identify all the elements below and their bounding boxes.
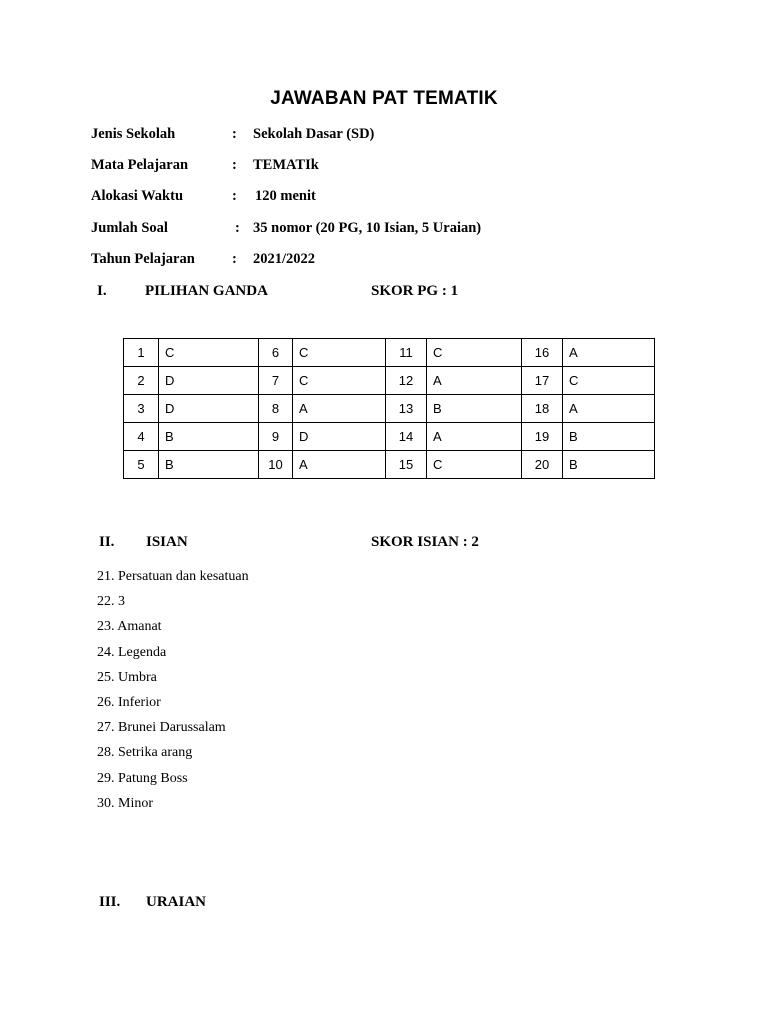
question-number: 17 [522,367,563,395]
question-number: 11 [386,339,427,367]
question-number: 15 [386,451,427,479]
question-number: 20 [522,451,563,479]
list-item: 21. Persatuan dan kesatuan [97,569,249,584]
question-number: 10 [259,451,293,479]
info-value: Sekolah Dasar (SD) [253,126,375,142]
table-row [124,367,655,395]
section-pg-score: SKOR PG : 1 [371,283,459,299]
section-uraian-numeral: III. [99,894,121,910]
info-label: Tahun Pelajaran [91,251,195,267]
info-value: TEMATIk [253,157,319,173]
info-label: Jumlah Soal [91,220,168,236]
list-item: 23. Amanat [97,619,162,635]
question-number: 4 [124,423,159,451]
answer-cell: B [563,451,655,479]
info-label: Jenis Sekolah [91,126,176,142]
answer-cell: B [159,423,259,451]
info-colon: : [232,157,237,173]
question-number: 5 [124,451,159,479]
question-number: 19 [522,423,563,451]
answer-cell: A [427,423,522,451]
question-number: 12 [386,367,427,395]
info-colon: : [232,188,237,204]
table-row [124,395,655,423]
info-colon: : [235,220,240,236]
list-item: 25. Umbra [97,669,157,685]
answer-cell: C [293,367,386,395]
table-row [124,451,655,479]
answer-cell: B [159,451,259,479]
info-value: 2021/2022 [253,251,316,267]
section-isian-score: SKOR ISIAN : 2 [371,534,479,550]
question-number: 2 [124,367,159,395]
answer-cell: A [563,339,655,367]
info-colon: : [232,251,237,267]
info-colon: : [232,126,237,142]
answer-cell: B [563,423,655,451]
section-pg-title: PILIHAN GANDA [145,283,268,299]
page-title: JAWABAN PAT TEMATIK [270,88,498,109]
answer-cell: C [427,451,522,479]
section-isian-numeral: II. [99,534,115,550]
question-number: 1 [124,339,159,367]
answer-cell: D [293,423,386,451]
answer-cell: A [563,395,655,423]
info-label: Mata Pelajaran [91,157,189,173]
pg-answer-table [123,338,655,479]
answer-cell: A [293,451,386,479]
isian-answer-list [97,566,249,818]
question-number: 9 [259,423,293,451]
question-number: 3 [124,395,159,423]
answer-cell: A [427,367,522,395]
section-pg-numeral: I. [97,283,107,299]
question-number: 14 [386,423,427,451]
answer-cell: C [159,339,259,367]
list-item: 22. 3 [97,594,125,610]
answer-cell: D [159,395,259,423]
question-number: 7 [259,367,293,395]
table-row [124,423,655,451]
answer-cell: C [293,339,386,367]
answer-cell: D [159,367,259,395]
question-number: 13 [386,395,427,423]
question-number: 18 [522,395,563,423]
answer-cell: B [427,395,522,423]
question-number: 6 [259,339,293,367]
answer-cell: C [427,339,522,367]
info-label: Alokasi Waktu [91,188,184,204]
table-row [124,339,655,367]
section-isian-title: ISIAN [146,534,188,550]
list-item: 29. Patung Boss [97,770,188,786]
question-number: 8 [259,395,293,423]
list-item: 26. Inferior [97,694,161,710]
answer-cell: A [293,395,386,423]
info-value: 35 nomor (20 PG, 10 Isian, 5 Uraian) [253,220,482,236]
info-value: 120 menit [255,188,316,204]
list-item: 30. Minor [97,795,153,811]
question-number: 16 [522,339,563,367]
list-item: 28. Setrika arang [97,745,193,761]
answer-cell: C [563,367,655,395]
list-item: 24. Legenda [97,644,167,660]
list-item: 27. Brunei Darussalam [97,720,226,736]
section-uraian-title: URAIAN [146,894,206,910]
